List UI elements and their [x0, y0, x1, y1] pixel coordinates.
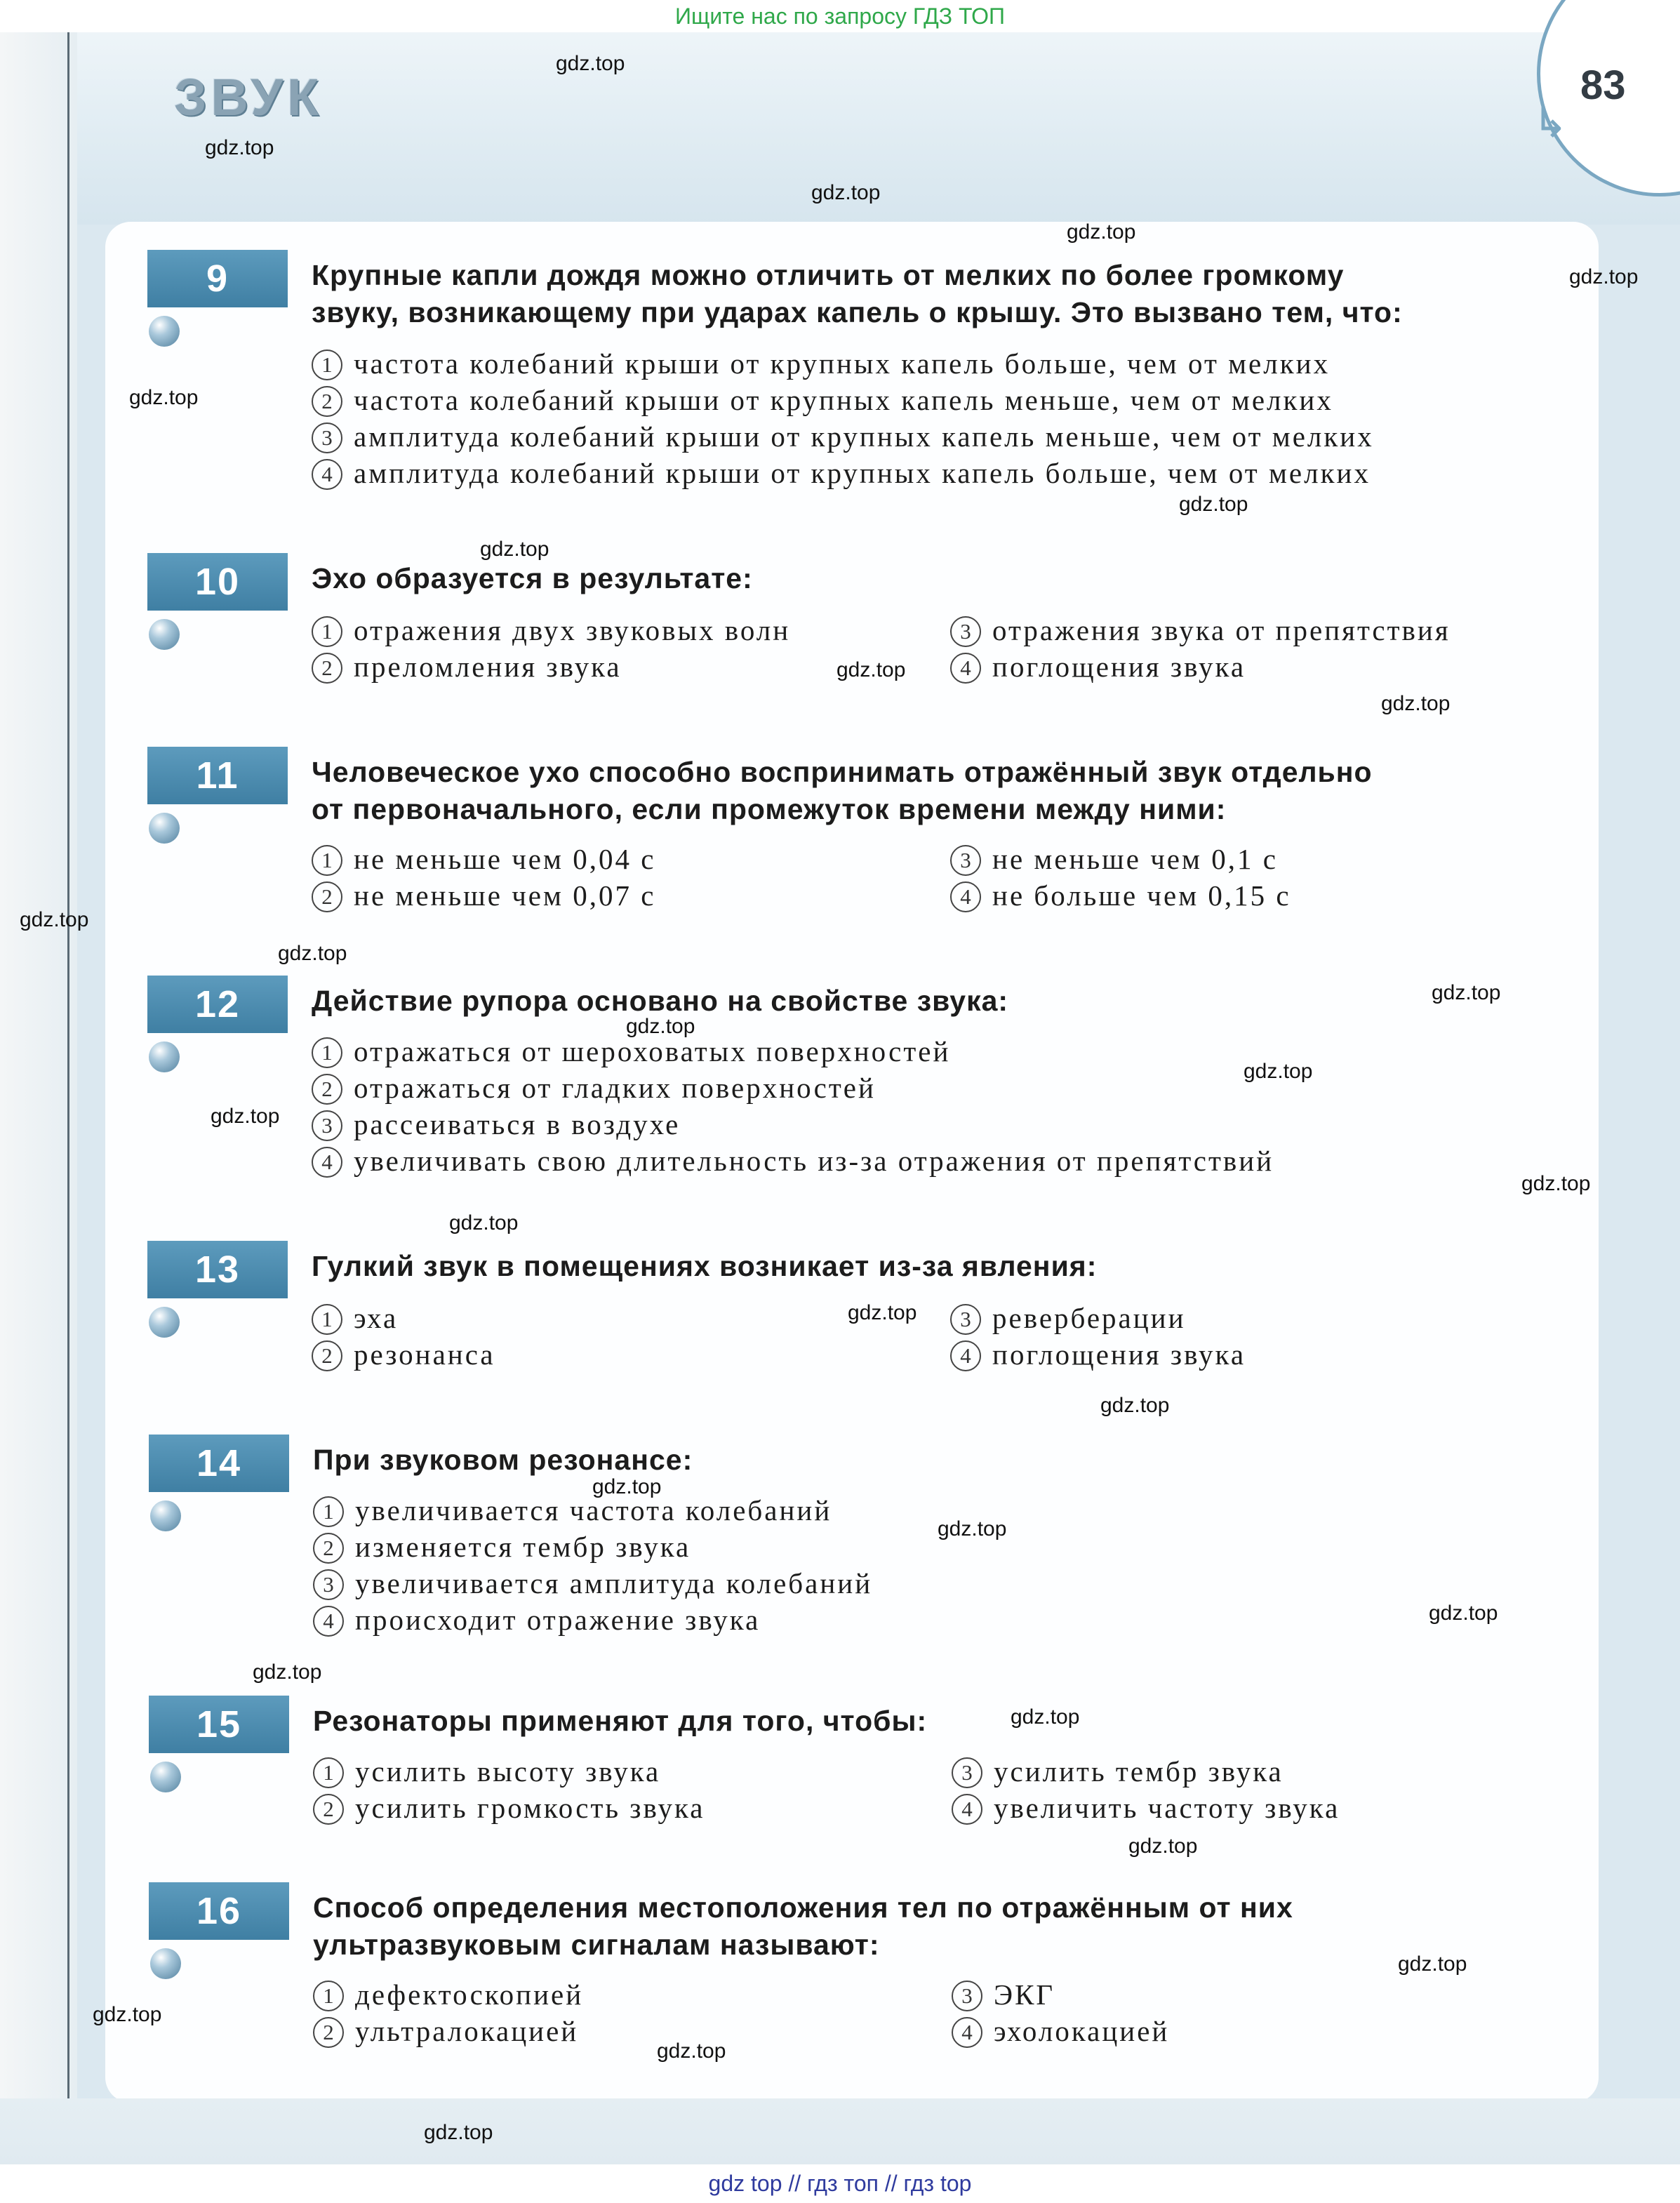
watermark: gdz.top: [1011, 1705, 1080, 1729]
option-text: не меньше чем 0,04 с: [354, 843, 656, 875]
section-title: ЗВУК: [174, 68, 324, 126]
answer-option-3[interactable]: [950, 612, 1451, 648]
watermark: gdz.top: [1429, 1602, 1498, 1625]
option-text: увеличивается частота колебаний: [355, 1494, 832, 1526]
answer-option-1[interactable]: [312, 841, 655, 877]
option-number-circle: 2: [313, 2017, 344, 2048]
option-text: эхолокацией: [994, 2015, 1170, 2047]
answer-option-4[interactable]: [950, 877, 1291, 914]
option-text: усилить громкость звука: [355, 1792, 705, 1824]
option-number-circle: 3: [950, 1304, 981, 1335]
watermark: gdz.top: [211, 1105, 280, 1128]
answer-option-1[interactable]: [312, 612, 790, 648]
option-number-circle: 1: [312, 1037, 342, 1068]
option-text: реверберации: [992, 1302, 1186, 1334]
question-text-line: При звуковом резонансе:: [313, 1444, 693, 1476]
answer-option-3[interactable]: [952, 1753, 1284, 1790]
answer-option-4[interactable]: [313, 1602, 760, 1638]
watermark: gdz.top: [657, 2039, 726, 2063]
option-number-circle: 2: [312, 1074, 342, 1105]
option-number-circle: 3: [952, 1981, 982, 2011]
question-text-line: ультразвуковым сигналам называют:: [313, 1929, 880, 1961]
ball-icon: [149, 813, 180, 844]
question-text-line: Действие рупора основано на свойстве звука:: [312, 985, 1009, 1017]
option-text: амплитуда колебаний крыши от крупных капель больше, чем от мелких: [354, 457, 1371, 489]
option-text: ЭКГ: [994, 1978, 1055, 2011]
option-number-circle: 1: [313, 1757, 344, 1788]
option-number-circle: 4: [952, 2017, 982, 2048]
answer-option-4[interactable]: [312, 1143, 1274, 1179]
question-text-line: звуку, возникающему при ударах капель о крышу. Это вызвано тем, что:: [312, 296, 1403, 328]
option-text: отражаться от шероховатых поверхностей: [354, 1035, 951, 1067]
option-text: не меньше чем 0,07 с: [354, 879, 656, 912]
answer-option-2[interactable]: [313, 2013, 578, 2049]
ball-icon: [150, 1762, 181, 1792]
option-text: усилить тембр звука: [994, 1755, 1284, 1788]
question-text-line: от первоначального, если промежуток времени между ними:: [312, 793, 1227, 825]
ball-icon: [149, 316, 180, 347]
watermark: gdz.top: [424, 2121, 493, 2144]
watermark: gdz.top: [1398, 1952, 1467, 1976]
answer-option-4[interactable]: [952, 1790, 1340, 1826]
option-text: усилить высоту звука: [355, 1755, 661, 1788]
answer-option-4[interactable]: [312, 455, 1371, 491]
side-background: [0, 0, 77, 2203]
question-text: [312, 560, 1589, 597]
watermark: gdz.top: [938, 1517, 1007, 1540]
watermark: gdz.top: [1244, 1060, 1313, 1083]
option-number-circle: 2: [312, 1340, 342, 1371]
option-number-circle: 1: [312, 1304, 342, 1335]
ball-icon: [149, 1041, 180, 1072]
answer-option-2[interactable]: [312, 382, 1333, 418]
watermark: gdz.top: [1100, 1394, 1170, 1417]
option-text: отражаться от гладких поверхностей: [354, 1072, 876, 1104]
option-number-circle: 4: [312, 1147, 342, 1178]
watermark: gdz.top: [592, 1475, 662, 1498]
question-number-badge: 9: [147, 250, 288, 307]
answer-option-1[interactable]: [313, 1492, 832, 1529]
question-number-badge: 11: [147, 747, 288, 804]
option-text: отражения двух звуковых волн: [354, 614, 791, 646]
answer-option-4[interactable]: [950, 1336, 1246, 1373]
watermark: gdz.top: [1381, 692, 1451, 715]
watermark: gdz.top: [1521, 1172, 1591, 1195]
answer-option-3[interactable]: [312, 418, 1374, 455]
option-number-circle: 2: [313, 1533, 344, 1564]
watermark: gdz.top: [848, 1301, 917, 1324]
option-number-circle: 1: [313, 1981, 344, 2011]
watermark: gdz.top: [1067, 220, 1136, 244]
question-text: [312, 754, 1589, 828]
watermark: gdz.top: [129, 386, 199, 409]
option-text: отражения звука от препятствия: [992, 614, 1451, 646]
option-text: происходит отражение звука: [355, 1604, 761, 1636]
option-text: поглощения звука: [992, 651, 1246, 683]
answer-option-1[interactable]: [312, 1300, 398, 1336]
option-number-circle: 1: [313, 1496, 344, 1527]
option-text: не меньше чем 0,1 с: [992, 843, 1278, 875]
option-text: частота колебаний крыши от крупных капель меньше, чем от мелких: [354, 384, 1333, 416]
top-banner[interactable]: Ищите нас по запросу ГДЗ ТОП: [0, 0, 1680, 32]
option-number-circle: 2: [312, 653, 342, 684]
question-text: [312, 1248, 1589, 1285]
ball-icon: [150, 1948, 181, 1979]
option-number-circle: 2: [312, 881, 342, 912]
option-number-circle: 3: [313, 1569, 344, 1600]
question-text-line: Эхо образуется в результате:: [312, 562, 753, 594]
watermark: gdz.top: [556, 52, 625, 75]
question-text: [312, 257, 1589, 331]
watermark: gdz.top: [1179, 493, 1248, 516]
option-number-circle: 3: [312, 422, 342, 453]
question-text: [313, 1442, 1590, 1479]
watermark: gdz.top: [836, 658, 906, 681]
watermark: gdz.top: [278, 942, 347, 965]
question-text-line: Человеческое ухо способно воспринимать отражённый звук отдельно: [312, 756, 1373, 788]
answer-option-3[interactable]: [950, 841, 1278, 877]
watermark: gdz.top: [1432, 981, 1501, 1004]
option-number-circle: 1: [312, 350, 342, 380]
option-text: ультралокацией: [355, 2015, 579, 2047]
option-number-circle: 4: [952, 1794, 982, 1825]
option-number-circle: 2: [313, 1794, 344, 1825]
answer-option-2[interactable]: [312, 877, 655, 914]
question-number-badge: 16: [149, 1882, 289, 1940]
option-text: не больше чем 0,15 с: [992, 879, 1291, 912]
question-number-badge: 10: [147, 553, 288, 611]
option-number-circle: 4: [950, 653, 981, 684]
watermark: gdz.top: [1569, 265, 1639, 288]
answer-option-3[interactable]: [312, 1106, 680, 1143]
question-text: [312, 983, 1589, 1020]
question-text: [313, 1703, 1590, 1740]
watermark: gdz.top: [1128, 1835, 1198, 1858]
option-text: увеличивать свою длительность из-за отражения от препятствий: [354, 1145, 1274, 1177]
watermark: gdz.top: [253, 1660, 322, 1684]
watermark: gdz.top: [20, 908, 89, 931]
question-text-line: Резонаторы применяют для того, чтобы:: [313, 1705, 928, 1737]
option-text: амплитуда колебаний крыши от крупных капель меньше, чем от мелких: [354, 420, 1374, 453]
option-text: изменяется тембр звука: [355, 1531, 691, 1563]
question-number-badge: 13: [147, 1241, 288, 1298]
answer-option-3[interactable]: [313, 1565, 872, 1602]
answer-option-4[interactable]: [952, 2013, 1169, 2049]
option-text: частота колебаний крыши от крупных капель больше, чем от мелких: [354, 347, 1331, 380]
bottom-banner[interactable]: gdz top // гдз топ // гдз top: [0, 2164, 1680, 2203]
ball-icon: [149, 1307, 180, 1338]
question-number-badge: 15: [149, 1696, 289, 1753]
option-number-circle: 3: [312, 1110, 342, 1141]
answer-option-3[interactable]: [952, 1976, 1055, 2013]
watermark: gdz.top: [811, 181, 881, 204]
page-number: 83: [1580, 62, 1626, 108]
option-number-circle: 2: [312, 386, 342, 417]
book-spine-line: [67, 28, 69, 2155]
option-number-circle: 3: [950, 616, 981, 647]
option-text: рассеиваться в воздухе: [354, 1108, 681, 1140]
option-number-circle: 4: [950, 881, 981, 912]
option-number-circle: 1: [312, 845, 342, 876]
question-text-line: Крупные капли дождя можно отличить от мелких по более громкому: [312, 259, 1345, 291]
watermark: gdz.top: [449, 1211, 519, 1234]
answer-option-3[interactable]: [950, 1300, 1186, 1336]
curved-arrow-icon: ↳: [1533, 99, 1568, 146]
option-number-circle: 4: [950, 1340, 981, 1371]
question-number-badge: 12: [147, 976, 288, 1033]
answer-option-2[interactable]: [313, 1790, 705, 1826]
answer-option-1[interactable]: [313, 1976, 583, 2013]
ball-icon: [150, 1500, 181, 1531]
answer-option-1[interactable]: [312, 345, 1330, 382]
option-text: преломления звука: [354, 651, 622, 683]
question-number-badge: 14: [149, 1435, 289, 1492]
option-text: увеличить частоту звука: [994, 1792, 1340, 1824]
answer-option-2[interactable]: [313, 1529, 691, 1565]
answer-option-2[interactable]: [312, 1336, 495, 1373]
option-number-circle: 3: [950, 845, 981, 876]
option-text: дефектоскопией: [355, 1978, 584, 2011]
option-number-circle: 3: [952, 1757, 982, 1788]
watermark: gdz.top: [626, 1015, 695, 1038]
option-number-circle: 4: [312, 459, 342, 490]
watermark: gdz.top: [93, 2003, 162, 2026]
option-text: резонанса: [354, 1338, 495, 1371]
option-text: эха: [354, 1302, 399, 1334]
option-text: увеличивается амплитуда колебаний: [355, 1567, 873, 1599]
watermark: gdz.top: [205, 136, 274, 159]
watermark: gdz.top: [480, 538, 549, 561]
answer-option-4[interactable]: [950, 648, 1246, 685]
ball-icon: [149, 619, 180, 650]
option-number-circle: 1: [312, 616, 342, 647]
answer-option-1[interactable]: [313, 1753, 660, 1790]
question-text-line: Гулкий звук в помещениях возникает из-за явления:: [312, 1250, 1098, 1282]
option-number-circle: 4: [313, 1606, 344, 1637]
question-text-line: Способ определения местоположения тел по отражённым от них: [313, 1891, 1293, 1924]
option-text: поглощения звука: [992, 1338, 1246, 1371]
answer-option-2[interactable]: [312, 1070, 876, 1106]
answer-option-2[interactable]: [312, 648, 622, 685]
